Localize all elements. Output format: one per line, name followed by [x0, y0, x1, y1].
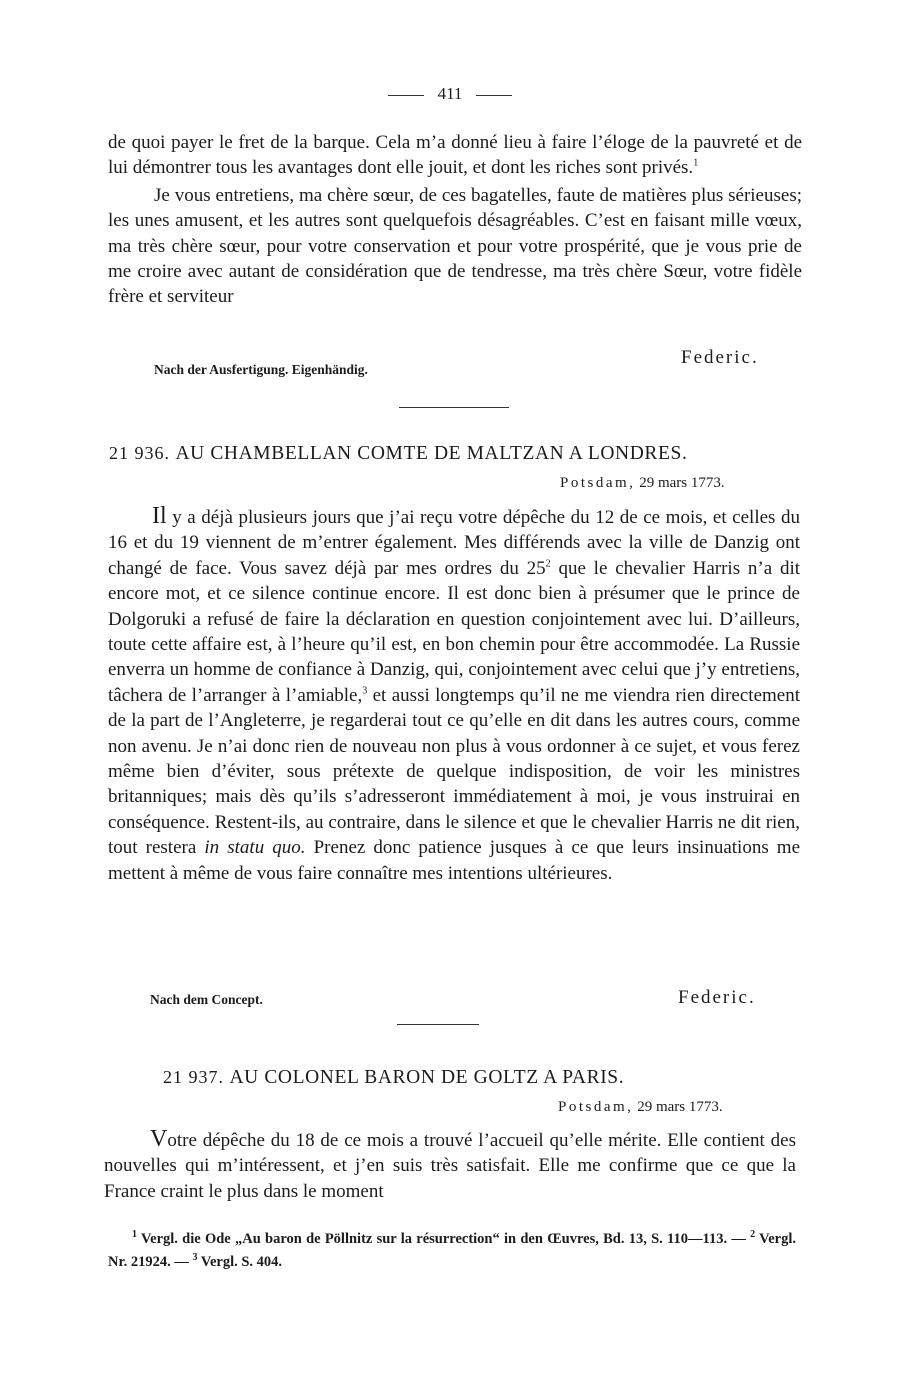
body-text-a: y a déjà plusieurs jours que j’ai reçu votre dépêche du 12 de ce mois, et celles du 16 et du 19 viennent de m’entrer également. Mes différends avec la ville de Danzig ont changé de face. Vous savez déjà par mes ordres du 25 — [108, 507, 800, 579]
letter-number: 21 937. — [163, 1067, 224, 1087]
italic-phrase: in statu quo. — [204, 837, 306, 859]
letter-recipient: AU CHAMBELLAN COMTE DE MALTZAN A LONDRES. — [175, 443, 688, 464]
body-text-d: Prenez donc patience jusques à ce que leurs insinuations me mettent à même de vous faire connaître mes intentions ultérieures. — [108, 837, 801, 884]
continuation-text-1: de quoi payer le fret de la barque. Cela m’a donné lieu à faire l’éloge de la pauvreté et de lui démontrer tous les avantages dont elle jouit, et dont les riches sont privés. — [108, 132, 802, 179]
letter-heading — [163, 1067, 624, 1089]
body-text-c: et aussi longtemps qu’il ne me viendra rien directement de la part de l’Angleterre, je regarderai tout ce qu’elle en dit dans les autres cours, comme non avenu. Je n’ai donc rien de nouveau non plus à vous ordonner à ce sujet, et vous ferez même bien d’éviter, sous prétexte de quelque indisposition, de voir les ministres britanniques; mais dès qu’ils s’adresseront immédiatement à moi, je vous instruirai en conséquence. Restent-ils, au contraire, dans le silence et que le chevalier Harris ne dit rien, tout restera — [108, 684, 800, 859]
footnote-mark-1: 1 — [132, 1229, 137, 1241]
letter-body-paragraph — [108, 504, 800, 886]
header-dash-right — [476, 95, 512, 96]
page-number: 411 — [437, 84, 463, 103]
signature: Federic. — [678, 987, 756, 1008]
letter-place-date — [560, 475, 725, 492]
letter-heading — [109, 443, 687, 465]
header-dash-left — [388, 95, 424, 96]
footnote-list — [108, 1228, 796, 1274]
letter-body — [108, 504, 800, 886]
footnote-text-3: Vergl. S. 404. — [197, 1254, 283, 1270]
letter-body — [104, 1127, 796, 1204]
footnote-ref-3: 3 — [362, 685, 368, 697]
section-divider — [399, 407, 509, 408]
continuation-paragraph-1 — [108, 130, 802, 181]
body-text-b: que le chevalier Harris n’a dit encore mot, et ce silence continue encore. Il est donc bien à présumer que le prince de Dolgoruki a refusé de faire la déclaration en question conjointement avec lui. D’ailleurs, toute cette affaire est, à l’heure qu’il est, en bon chemin pour être accommodée. La Russie enverra un homme de confiance à Danzig, qui, conjointement avec celui que j’y entretiens, tâchera de l’arranger à l’amiable, — [108, 557, 801, 706]
initial-letter: V — [150, 1126, 168, 1152]
source-note: Nach dem Concept. — [150, 992, 263, 1007]
footnote-ref-2: 2 — [545, 558, 551, 570]
letter-date: 29 mars 1773. — [639, 475, 725, 491]
section-divider — [397, 1024, 479, 1025]
letter-body-paragraph — [104, 1127, 796, 1204]
letter-number: 21 936. — [109, 443, 170, 463]
body-text: otre dépêche du 18 de ce mois a trouvé l’accueil qu’elle mérite. Elle contient des nouvelles qui m’intéressent, et j’en suis très satisfait. Elle me confirme que ce que la France craint le plus dans le moment — [104, 1130, 796, 1202]
footnote-text-1: Vergl. die Ode „Au baron de Pöllnitz sur la résurrection“ in den Œuvres, Bd. 13, S. 110—113. — — [137, 1231, 751, 1247]
footnote-mark-3: 3 — [192, 1252, 198, 1264]
letter-recipient: AU COLONEL BARON DE GOLTZ A PARIS. — [229, 1067, 625, 1088]
source-note: Nach der Ausfertigung. Eigenhändig. — [154, 362, 368, 377]
letter-date: 29 mars 1773. — [637, 1099, 723, 1115]
footnotes — [108, 1228, 796, 1274]
letter-place: Potsdam, — [560, 475, 636, 491]
letter-place-date — [558, 1099, 723, 1116]
page-header — [0, 84, 900, 104]
footnote-ref-1: 1 — [693, 158, 699, 170]
continuation-paragraph-2: Je vous entretiens, ma chère sœur, de ces bagatelles, faute de matières plus sérieuses; les unes amusent, et les autres sont quelquefois désagréables. C’est en faisant mille vœux, ma très chère sœur, pour votre conservation et pour votre prospérité, que je vous prie de me croire avec autant de considération que de tendresse, ma très chère Sœur, votre fidèle frère et serviteur — [108, 184, 802, 308]
letter-continuation — [108, 130, 802, 310]
letter-place: Potsdam, — [558, 1099, 634, 1115]
footnote-text-2: Vergl. Nr. 21924. — — [108, 1231, 797, 1270]
signature: Federic. — [681, 347, 759, 368]
initial-letter: Il — [152, 503, 167, 529]
footnote-mark-2: 2 — [750, 1229, 756, 1241]
